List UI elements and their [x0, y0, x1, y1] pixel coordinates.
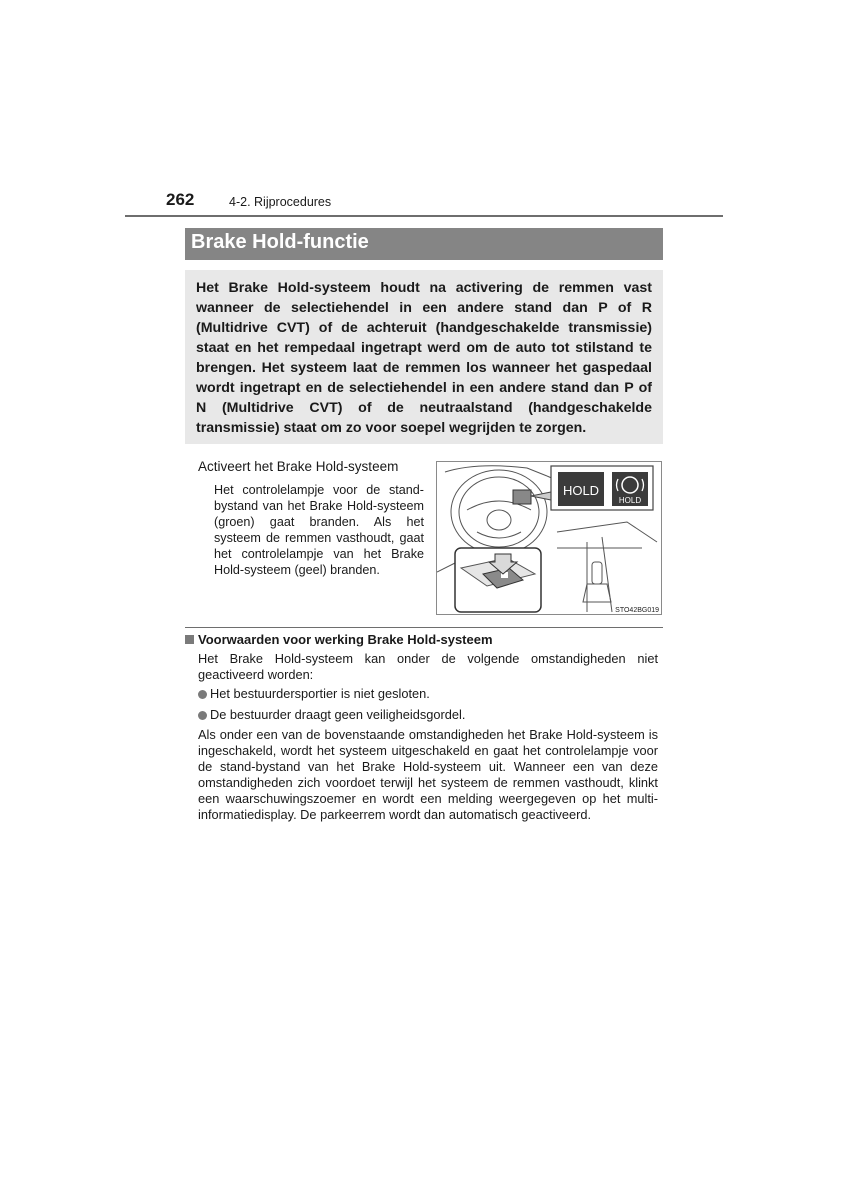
list-item: Het bestuurdersportier is niet gesloten. [198, 686, 430, 701]
intro-text: Het Brake Hold-systeem houdt na activering de remmen vast wanneer de selectiehendel in een andere stand dan P of R (Multidrive CVT) of de achteruit (handgeschakelde transmissie) staat en het rempedaal ingetrapt werd om de auto tot stilstand te brengen. Het systeem laat de remmen los wanneer het gaspedaal wordt ingetrapt en de selectiehendel in een andere stand dan P of N (Multidrive CVT) of de neutraalstand (handgeschakelde transmissie) staat om zo voor soepel wegrijden te zorgen. [196, 280, 652, 436]
page-title: Brake Hold-functie [191, 231, 369, 253]
bullet-icon [198, 711, 207, 720]
bullet-icon [198, 690, 207, 699]
list-item: De bestuurder draagt geen veiligheidsgordel. [198, 707, 465, 722]
title-bar [185, 228, 663, 260]
conditions-heading [185, 632, 493, 647]
hold-icon-label: HOLD [618, 496, 642, 505]
section-title: 4-2. Rijprocedures [229, 195, 332, 209]
header-divider [125, 215, 723, 217]
figure-code: STO42BG019 [615, 607, 659, 614]
conditions-title: Voorwaarden voor werking Brake Hold-systeem [198, 632, 493, 647]
page-number: 262 [166, 190, 195, 209]
brake-hold-illustration [436, 461, 662, 615]
conditions-intro: Het Brake Hold-systeem kan onder de volgende omstandigheden niet geactiveerd worden: [198, 651, 658, 682]
dashboard-drawing [437, 462, 662, 615]
conditions-paragraph: Als onder een van de bovenstaande omstandigheden het Brake Hold-systeem is ingeschakeld, wordt het systeem uitgeschakeld en gaat het controlelampje voor de stand-bystand van het Brake Hold-systeem uit. Wanneer een van deze omstandigheden zich voordoet terwijl het systeem de remmen vasthoudt, klinkt een waarschuwingszoemer en wordt een melding weergegeven op het multi-informatiedisplay. De parkeerrem wordt dan automatisch geactiveerd. [198, 727, 658, 822]
section-divider [185, 627, 663, 628]
activate-heading: Activeert het Brake Hold-systeem [198, 459, 399, 474]
intro-box [185, 270, 663, 444]
hold-label: HOLD [562, 483, 600, 498]
square-bullet-icon [185, 635, 194, 644]
activate-description: Het controlelampje voor de stand-bystand van het Brake Hold-systeem (groen) gaat branden. Als het systeem de remmen vasthoudt, gaat het controlelampje van het Brake Hold-systeem (geel) branden. [214, 483, 424, 578]
